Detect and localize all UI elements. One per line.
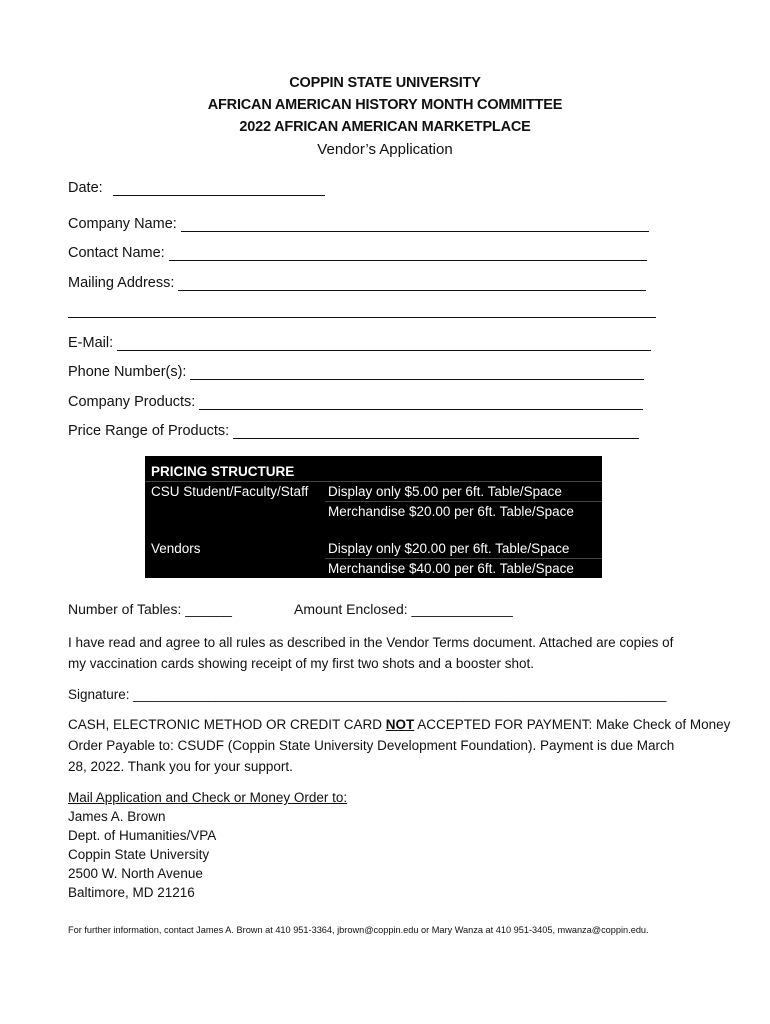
phone-label: Phone Number(s): (68, 364, 187, 380)
mail-line: James A. Brown (68, 809, 166, 824)
email-line[interactable] (117, 335, 651, 351)
mail-heading: Mail Application and Check or Money Order to: (68, 790, 348, 805)
email-field[interactable] (68, 331, 651, 351)
signature-field[interactable]: Signature: _______________________________________________________________________ (68, 687, 667, 702)
mailing-address-line-2[interactable] (68, 317, 656, 318)
pricing-table (145, 456, 602, 578)
date-label: Date: (68, 180, 103, 196)
payment-line: 28, 2022. Thank you for your support. (68, 759, 293, 774)
price-range-line[interactable] (233, 423, 639, 439)
mailing-address-field[interactable] (68, 271, 646, 291)
payment-text: ACCEPTED FOR PAYMENT: Make Check of Money (414, 717, 731, 732)
agreement-line: I have read and agree to all rules as described in the Vendor Terms document. Attached are copies of (68, 635, 674, 650)
pricing-display: Display only $20.00 per 6ft. Table/Space (328, 541, 570, 556)
payment-text: CASH, ELECTRONIC METHOD OR CREDIT CARD (68, 717, 386, 732)
price-range-field[interactable] (68, 419, 639, 439)
company-products-line[interactable] (199, 394, 643, 410)
payment-line (68, 714, 730, 735)
company-name-label: Company Name: (68, 216, 177, 232)
agreement-text (68, 632, 673, 674)
pricing-display: Display only $5.00 per 6ft. Table/Space (328, 484, 562, 499)
mailing-address-label: Mailing Address: (68, 275, 175, 291)
document-header (0, 72, 770, 162)
mailing-instructions (68, 788, 347, 902)
price-range-label: Price Range of Products: (68, 423, 230, 439)
pricing-category: CSU Student/Faculty/Staff (151, 484, 309, 499)
date-line[interactable] (113, 180, 325, 196)
phone-field[interactable] (68, 360, 644, 380)
mail-line: Dept. of Humanities/VPA (68, 828, 217, 843)
footer-contact: For further information, contact James A. Brown at 410 951-3364, jbrown@coppin.edu or Mary Wanza at 410 951-3405, mwanza@coppin.edu. (68, 925, 649, 935)
pricing-category: Vendors (151, 541, 201, 556)
mailing-address-line[interactable] (178, 275, 646, 291)
number-of-tables-field[interactable]: Number of Tables: ______ (68, 601, 232, 617)
company-name-line[interactable] (181, 216, 649, 232)
company-products-field[interactable] (68, 390, 643, 410)
email-label: E-Mail: (68, 335, 114, 351)
amount-enclosed-field[interactable]: Amount Enclosed: _____________ (294, 601, 513, 617)
agreement-line: my vaccination cards showing receipt of my first two shots and a booster shot. (68, 656, 534, 671)
mail-line: Coppin State University (68, 847, 210, 862)
pricing-merchandise: Merchandise $20.00 per 6ft. Table/Space (328, 504, 574, 519)
committee-name: AFRICAN AMERICAN HISTORY MONTH COMMITTEE (207, 97, 563, 113)
university-name: COPPIN STATE UNIVERSITY (289, 75, 481, 91)
pricing-title: PRICING STRUCTURE (151, 464, 295, 479)
contact-name-label: Contact Name: (68, 245, 165, 261)
company-products-label: Company Products: (68, 394, 196, 410)
event-name: 2022 AFRICAN AMERICAN MARKETPLACE (239, 119, 531, 135)
pricing-merchandise: Merchandise $40.00 per 6ft. Table/Space (328, 561, 574, 576)
not-emphasis: NOT (385, 717, 415, 732)
phone-line[interactable] (190, 364, 644, 380)
payment-line: Order Payable to: CSUDF (Coppin State University Development Foundation). Payment is due March (68, 738, 675, 753)
contact-name-field[interactable] (68, 241, 647, 261)
contact-name-line[interactable] (169, 245, 647, 261)
mail-line: 2500 W. North Avenue (68, 866, 203, 881)
company-name-field[interactable] (68, 212, 649, 232)
form-subtitle: Vendor’s Application (317, 141, 453, 158)
mail-line: Baltimore, MD 21216 (68, 885, 195, 900)
date-field[interactable] (68, 176, 325, 196)
payment-instructions (68, 714, 730, 777)
